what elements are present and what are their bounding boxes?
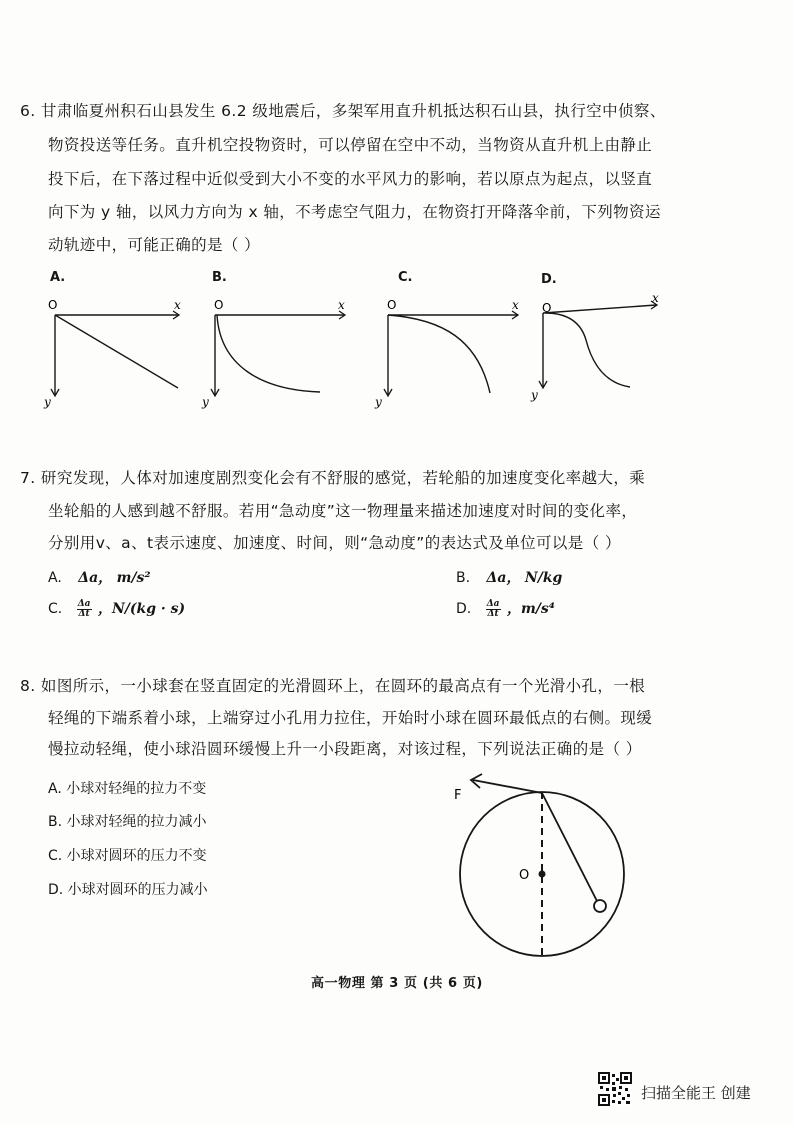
page-footer: 高一物理 第 3 页 (共 6 页) <box>311 976 483 991</box>
graph-c-trajectory <box>388 315 490 393</box>
scanner-watermark-text: 扫描全能王 创建 <box>641 1084 751 1102</box>
q7-option-b-expr: Δa， <box>486 570 521 586</box>
graph-a-xlabel: x <box>174 298 181 312</box>
graph-c-origin: O <box>387 298 397 312</box>
graph-d-origin: O <box>542 301 552 315</box>
q7-option-d-unit: ，m/s⁴ <box>506 601 555 617</box>
q7-option-c-unit: ，N/(kg · s) <box>97 601 186 617</box>
q8-option-d: D. 小球对圆环的压力减小 <box>48 882 208 898</box>
q8-option-c: C. 小球对圆环的压力不变 <box>48 848 207 864</box>
graph-d-xlabel: x <box>652 291 659 305</box>
q7-option-d <box>456 598 555 619</box>
graph-d-ylabel: y <box>531 388 538 402</box>
graph-c-xlabel: x <box>512 298 519 312</box>
q7-option-b <box>456 567 562 587</box>
graph-d-label: D. <box>541 272 557 287</box>
q7-option-c <box>48 598 185 619</box>
graph-d <box>528 291 688 410</box>
qr-code-icon <box>598 1072 632 1106</box>
q7-option-a-unit: m/s² <box>116 570 151 586</box>
q7-option-b-label: B. <box>456 570 471 586</box>
q8-ring-figure <box>440 780 640 950</box>
q7-option-a-expr: Δa， <box>78 570 113 586</box>
force-label: F <box>454 788 462 803</box>
graph-b-trajectory <box>217 315 320 392</box>
q7-option-d-label: D. <box>456 601 472 617</box>
graph-d-trajectory <box>545 313 630 387</box>
q7-line-1: 7. 研究发现，人体对加速度剧烈变化会有不舒服的感觉，若轮船的加速度变化率越大，乘 <box>20 469 646 487</box>
graph-a-trajectory <box>55 315 178 388</box>
q7-line-2: 坐轮船的人感到越不舒服。若用“急动度”这一物理量来描述加速度对时间的变化率， <box>48 502 638 520</box>
q7-option-d-denominator: Δt <box>487 608 499 619</box>
graph-a-ylabel: y <box>44 395 51 409</box>
force-arrow <box>473 780 542 793</box>
q7-option-c-numerator: Δa <box>77 598 91 609</box>
graph-a-label: A. <box>50 270 66 285</box>
q6-line-4: 向下为 y 轴，以风力方向为 x 轴，不考虑空气阻力，在物资打开降落伞前，下列物资运 <box>48 203 661 221</box>
graph-c-ylabel: y <box>375 395 382 409</box>
q7-option-a-label: A. <box>48 570 62 586</box>
q6-line-1: 6. 甘肃临夏州积石山县发生 6.2 级地震后，多架军用直升机抵达积石山县，执行空中侦察、 <box>20 102 666 120</box>
graph-b-xlabel: x <box>338 298 345 312</box>
q8-option-a: A. 小球对轻绳的拉力不变 <box>48 781 207 797</box>
center-label: O <box>519 868 530 883</box>
graph-a-origin: O <box>48 298 58 312</box>
q7-option-c-label: C. <box>48 601 63 617</box>
q7-option-d-numerator: Δa <box>486 598 500 609</box>
q8-line-1: 8. 如图所示，一小球套在竖直固定的光滑圆环上，在圆环的最高点有一个光滑小孔，一根 <box>20 677 646 695</box>
q8-line-2: 轻绳的下端系着小球，上端穿过小孔用力拉住，开始时小球在圆环最低点的右侧。现缓 <box>48 709 653 727</box>
q6-line-5: 动轨迹中，可能正确的是（ ） <box>48 236 261 254</box>
q6-line-3: 投下后，在下落过程中近似受到大小不变的水平风力的影响，若以原点为起点，以竖直 <box>48 170 653 188</box>
graph-b-origin: O <box>214 298 224 312</box>
graph-b <box>200 295 360 410</box>
q7-option-c-denominator: Δt <box>78 608 90 619</box>
q7-option-d-fraction <box>486 600 501 619</box>
ball <box>594 900 606 912</box>
graph-a <box>40 295 200 410</box>
rope-to-ball <box>542 793 599 905</box>
q7-option-a <box>48 567 151 587</box>
graph-b-ylabel: y <box>202 395 209 409</box>
graph-b-label: B. <box>212 270 227 285</box>
graph-c <box>373 295 533 410</box>
q7-line-3: 分别用v、a、t表示速度、加速度、时间，则“急动度”的表达式及单位可以是（ ） <box>48 534 621 552</box>
q7-option-c-fraction <box>77 600 92 619</box>
q7-option-b-unit: N/kg <box>524 570 563 586</box>
ring-center-dot <box>539 871 546 878</box>
q6-line-2: 物资投送等任务。直升机空投物资时，可以停留在空中不动，当物资从直升机上由静止 <box>48 136 653 154</box>
q8-option-b: B. 小球对轻绳的拉力减小 <box>48 814 207 830</box>
graph-c-label: C. <box>398 270 413 285</box>
q8-line-3: 慢拉动轻绳，使小球沿圆环缓慢上升一小段距离，对该过程，下列说法正确的是（ ） <box>48 740 642 758</box>
